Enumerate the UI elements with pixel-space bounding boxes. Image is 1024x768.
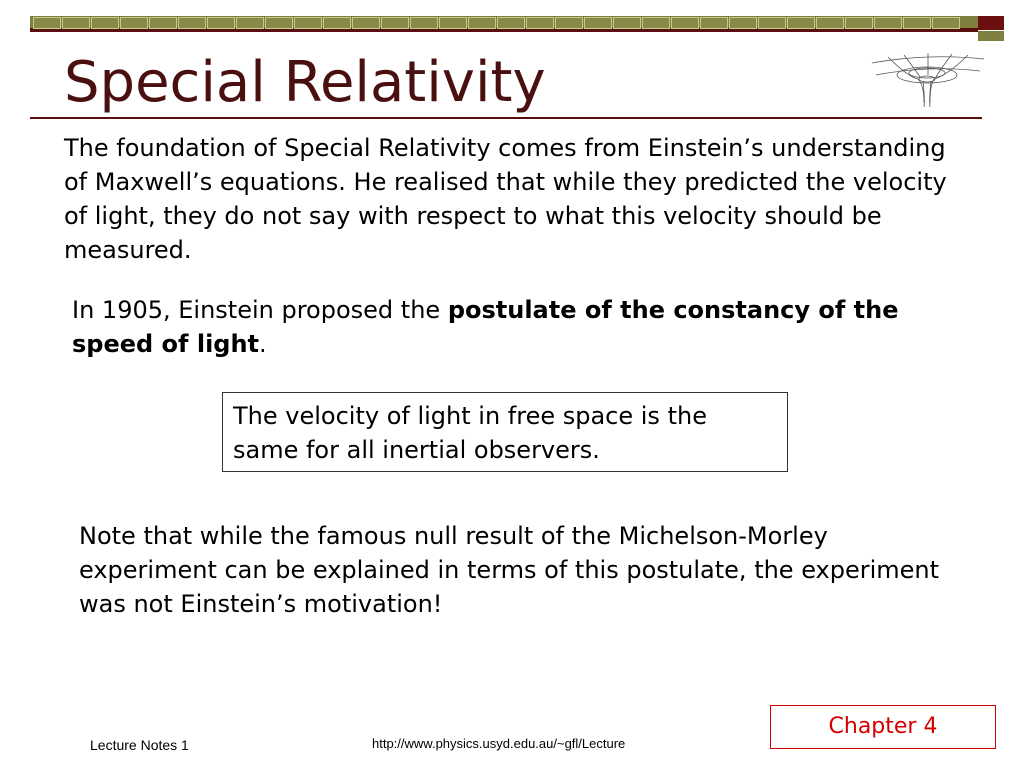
title-underline (30, 117, 982, 119)
paragraph-postulate-intro (72, 293, 982, 361)
corner-square-red (978, 16, 1004, 30)
spacetime-curvature-funnel-icon (868, 45, 988, 110)
slide-title: Special Relativity (64, 50, 546, 115)
top-decorative-squares (33, 17, 960, 29)
paragraph-postulate-suffix: . (259, 330, 267, 358)
footer-url: http://www.physics.usyd.edu.au/~gfl/Lecture (372, 736, 626, 751)
postulate-bold-text: postulate of the constancy of the speed of light (72, 296, 899, 358)
footer-lecture-notes: Lecture Notes 1 (90, 737, 189, 753)
paragraph-foundation: The foundation of Special Relativity comes from Einstein’s understanding of Maxwell’s equations. He realised that while they predicted the velocity of light, they do not say with respect to what this velocity should be measured. (64, 134, 947, 264)
postulate-box: The velocity of light in free space is the same for all inertial observers. (222, 392, 788, 472)
chapter-label: Chapter 4 (770, 705, 996, 749)
paragraph-postulate-prefix: In 1905, Einstein proposed the (72, 296, 448, 324)
corner-square-olive (978, 31, 1004, 41)
paragraph-michelson-morley: Note that while the famous null result of the Michelson-Morley experiment can be explained in terms of this postulate, the experiment was not Einstein’s motivation! (79, 522, 940, 618)
